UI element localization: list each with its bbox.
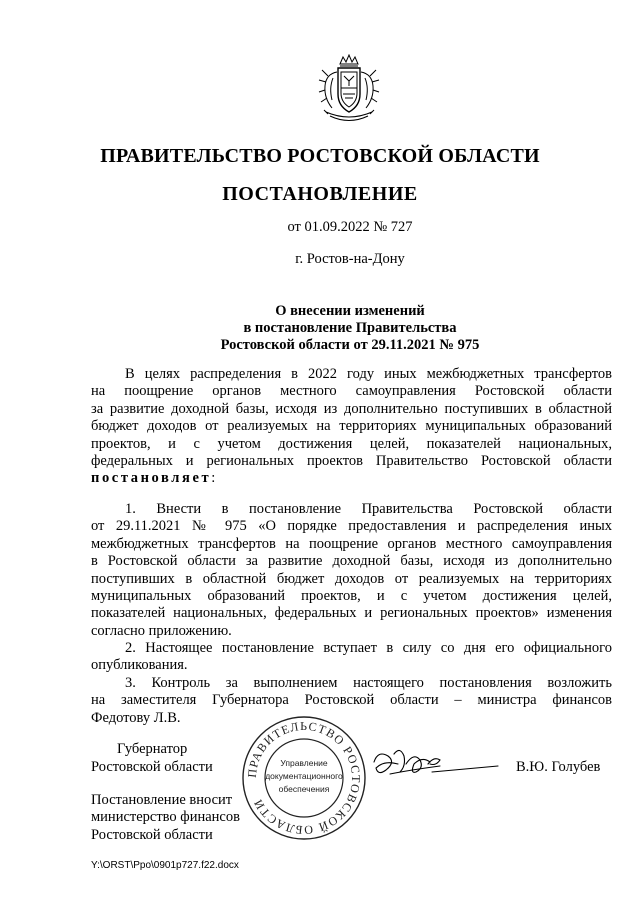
text-line: 1. Внести в постановление Правительства Ростовской области: [125, 501, 612, 517]
submitted-by-line: Ростовской области: [91, 826, 213, 843]
text-line: на поощрение органов местного самоуправления Ростовской области: [91, 383, 612, 400]
text-line: за развитие доходной базы, исходя из дополнительно поступивших в областной: [91, 400, 612, 417]
text-line: В целях распределения в 2022 году иных межбюджетных трансфертов: [125, 366, 612, 382]
text-line: федеральных и региональных проектов Правительство Ростовской области: [91, 453, 612, 470]
text-line: показателей национальных, федеральных и региональных проектов» изменения: [91, 605, 612, 622]
signer-name: В.Ю. Голубев: [516, 759, 601, 775]
signer-position-line2: Ростовской области: [91, 759, 213, 775]
stamp-inner-line: документационного: [265, 771, 343, 781]
text-line: 2. Настоящее постановление вступает в силу со дня его официального: [125, 640, 612, 656]
city: г. Ростов-на-Дону: [295, 251, 405, 267]
coat-of-arms-icon: [316, 54, 382, 126]
title-line: О внесении изменений: [275, 303, 425, 319]
document-type: ПОСТАНОВЛЕНИЕ: [222, 183, 418, 205]
text-line: муниципальных образований проектов, и с учетом достижения целей,: [91, 588, 612, 605]
decree-colon: :: [211, 470, 216, 487]
item-1: [91, 501, 612, 640]
document-title: [30, 303, 640, 354]
decree-word: постановляет: [91, 470, 212, 487]
organization-title: ПРАВИТЕЛЬСТВО РОСТОВСКОЙ ОБЛАСТИ: [100, 145, 540, 167]
file-path: Y:\ORST\Ppo\0901p727.f22.docx: [91, 860, 239, 871]
decree-word-line: [91, 470, 612, 487]
title-line: Ростовской области от 29.11.2021 № 975: [220, 337, 480, 353]
text-line: проектов, и с учетом достижения целей, показателей национальных,: [91, 435, 612, 452]
text-line: в Ростовской области за развитие доходной базы, исходя из дополнительно: [91, 553, 612, 570]
submitted-by-line: Постановление вносит: [91, 792, 233, 808]
text-line: бюджет доходов от реализуемых на территориях муниципальных образований: [91, 418, 612, 435]
title-line: в постановление Правительства: [243, 320, 457, 336]
text-line: опубликования.: [91, 657, 188, 674]
text-line: поступивших в областной бюджет доходов от реализуемых на территориях: [91, 570, 612, 587]
submitted-by-line: министерство финансов: [91, 809, 240, 826]
official-stamp-icon: [240, 714, 368, 842]
preamble: [91, 366, 612, 488]
stamp-inner-line: обеспечения: [278, 784, 330, 794]
text-line: Федотову Л.В.: [91, 709, 181, 726]
text-line: на заместителя Губернатора Ростовской области – министра финансов: [91, 692, 612, 709]
submitted-by: [91, 792, 240, 844]
text-line: 3. Контроль за выполнением настоящего постановления возложить: [125, 675, 612, 691]
text-line: от 29.11.2021 № 975 «О порядке предоставления и распределения иных: [91, 518, 612, 535]
handwritten-signature-icon: [370, 742, 500, 790]
signer-position-line1: Губернатор: [117, 741, 188, 757]
text-line: согласно приложению.: [91, 622, 232, 639]
stamp-ring-text: ПРАВИТЕЛЬСТВО РОСТОВСКОЙ ОБЛАСТИ: [244, 718, 364, 838]
stamp-inner-line: Управление: [280, 758, 328, 768]
text-line: межбюджетных трансфертов на поощрение органов местного самоуправления: [91, 535, 612, 552]
item-2: [91, 640, 612, 675]
date-number: от 01.09.2022 № 727: [287, 219, 413, 235]
